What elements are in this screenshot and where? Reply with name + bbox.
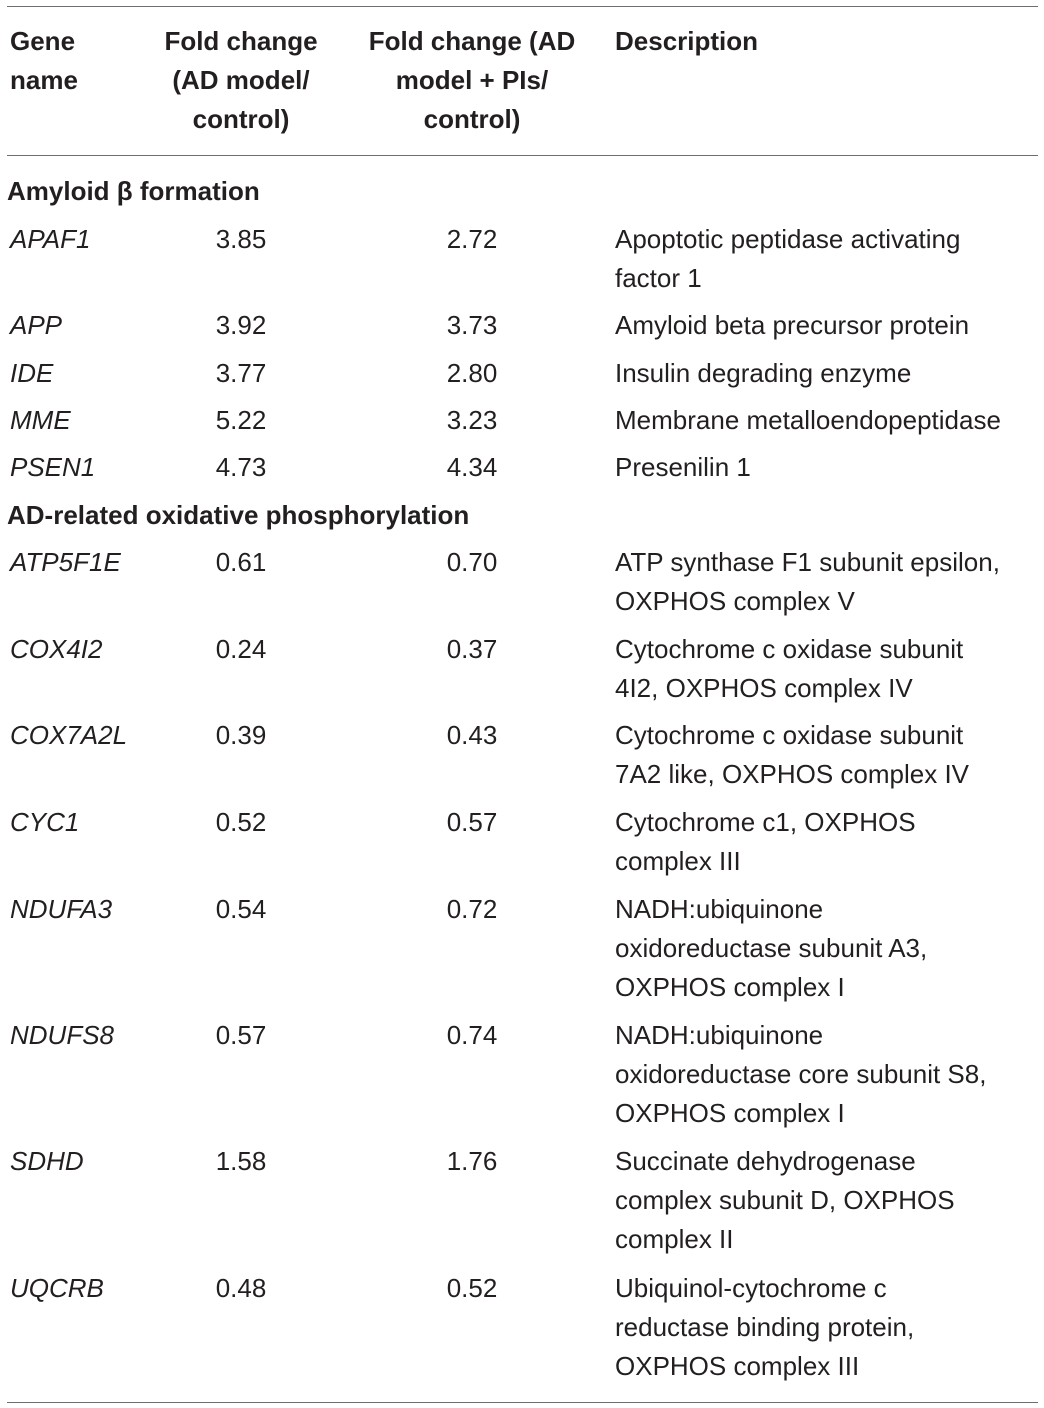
header-fold-change-ad-pis: Fold change (AD model + PIs/ control): [368, 26, 576, 134]
fold-change-ad-pis: 0.43: [446, 720, 498, 750]
gene-name: PSEN1: [10, 452, 96, 482]
gene-description: Apoptotic peptidase activating factor 1: [615, 224, 961, 293]
fold-change-ad-pis: 2.80: [446, 358, 498, 388]
gene-name: SDHD: [10, 1146, 84, 1176]
gene-name: IDE: [10, 358, 54, 388]
fold-change-ad-pis: 3.73: [446, 310, 498, 340]
section-title-amyloid: Amyloid β formation: [7, 176, 260, 206]
fold-change-ad-pis: 0.70: [446, 547, 498, 577]
gene-description: NADH:ubiquinone oxidoreductase subunit A3, OXPHOS complex I: [615, 894, 928, 1002]
gene-name: APP: [10, 310, 63, 340]
gene-description: Cytochrome c oxidase subunit 7A2 like, OXPHOS complex IV: [615, 720, 970, 789]
fold-change-ad: 3.92: [215, 310, 267, 340]
gene-description: Ubiquinol-cytochrome c reductase binding protein, OXPHOS complex III: [615, 1273, 915, 1381]
table-bottom-rule: [7, 1402, 1038, 1403]
fold-change-ad: 0.24: [215, 634, 267, 664]
fold-change-ad-pis: 3.23: [446, 405, 498, 435]
gene-description: Insulin degrading enzyme: [615, 358, 912, 388]
header-fold-change-ad: Fold change (AD model/ control): [164, 26, 318, 134]
header-description: Description: [615, 26, 759, 56]
gene-description: Cytochrome c oxidase subunit 4I2, OXPHOS complex IV: [615, 634, 964, 703]
gene-name: UQCRB: [10, 1273, 104, 1303]
fold-change-ad: 5.22: [215, 405, 267, 435]
gene-name: APAF1: [10, 224, 91, 254]
fold-change-ad: 0.61: [215, 547, 267, 577]
gene-description: Amyloid beta precursor protein: [615, 310, 970, 340]
fold-change-ad-pis: 0.57: [446, 807, 498, 837]
gene-description: ATP synthase F1 subunit epsilon, OXPHOS complex V: [615, 547, 1000, 616]
fold-change-ad: 0.39: [215, 720, 267, 750]
gene-description: Membrane metalloendopeptidase: [615, 405, 1001, 435]
table-top-rule: [7, 6, 1038, 7]
gene-description: Cytochrome c1, OXPHOS complex III: [615, 807, 916, 876]
fold-change-ad-pis: 0.74: [446, 1020, 498, 1050]
fold-change-ad: 0.48: [215, 1273, 267, 1303]
gene-name: NDUFA3: [10, 894, 113, 924]
header-bottom-rule: [7, 155, 1038, 156]
fold-change-ad-pis: 0.72: [446, 894, 498, 924]
gene-name: NDUFS8: [10, 1020, 115, 1050]
fold-change-ad-pis: 1.76: [446, 1146, 498, 1176]
gene-name: MME: [10, 405, 71, 435]
gene-name: ATP5F1E: [10, 547, 121, 577]
gene-name: CYC1: [10, 807, 80, 837]
gene-name: COX4I2: [10, 634, 103, 664]
gene-description: Presenilin 1: [615, 452, 751, 482]
fold-change-ad-pis: 2.72: [446, 224, 498, 254]
fold-change-ad: 0.57: [215, 1020, 267, 1050]
fold-change-ad: 3.77: [215, 358, 267, 388]
gene-name: COX7A2L: [10, 720, 128, 750]
fold-change-ad: 4.73: [215, 452, 267, 482]
fold-change-ad: 3.85: [215, 224, 267, 254]
fold-change-ad-pis: 0.52: [446, 1273, 498, 1303]
section-title-oxidative-phosphorylation: AD-related oxidative phosphorylation: [7, 500, 470, 530]
fold-change-ad: 1.58: [215, 1146, 267, 1176]
gene-description: NADH:ubiquinone oxidoreductase core subunit S8, OXPHOS complex I: [615, 1020, 987, 1128]
fold-change-ad-pis: 4.34: [446, 452, 498, 482]
fold-change-ad-pis: 0.37: [446, 634, 498, 664]
header-gene-name: Gene name: [10, 26, 78, 95]
fold-change-ad: 0.54: [215, 894, 267, 924]
fold-change-ad: 0.52: [215, 807, 267, 837]
gene-description: Succinate dehydrogenase complex subunit D, OXPHOS complex II: [615, 1146, 955, 1254]
